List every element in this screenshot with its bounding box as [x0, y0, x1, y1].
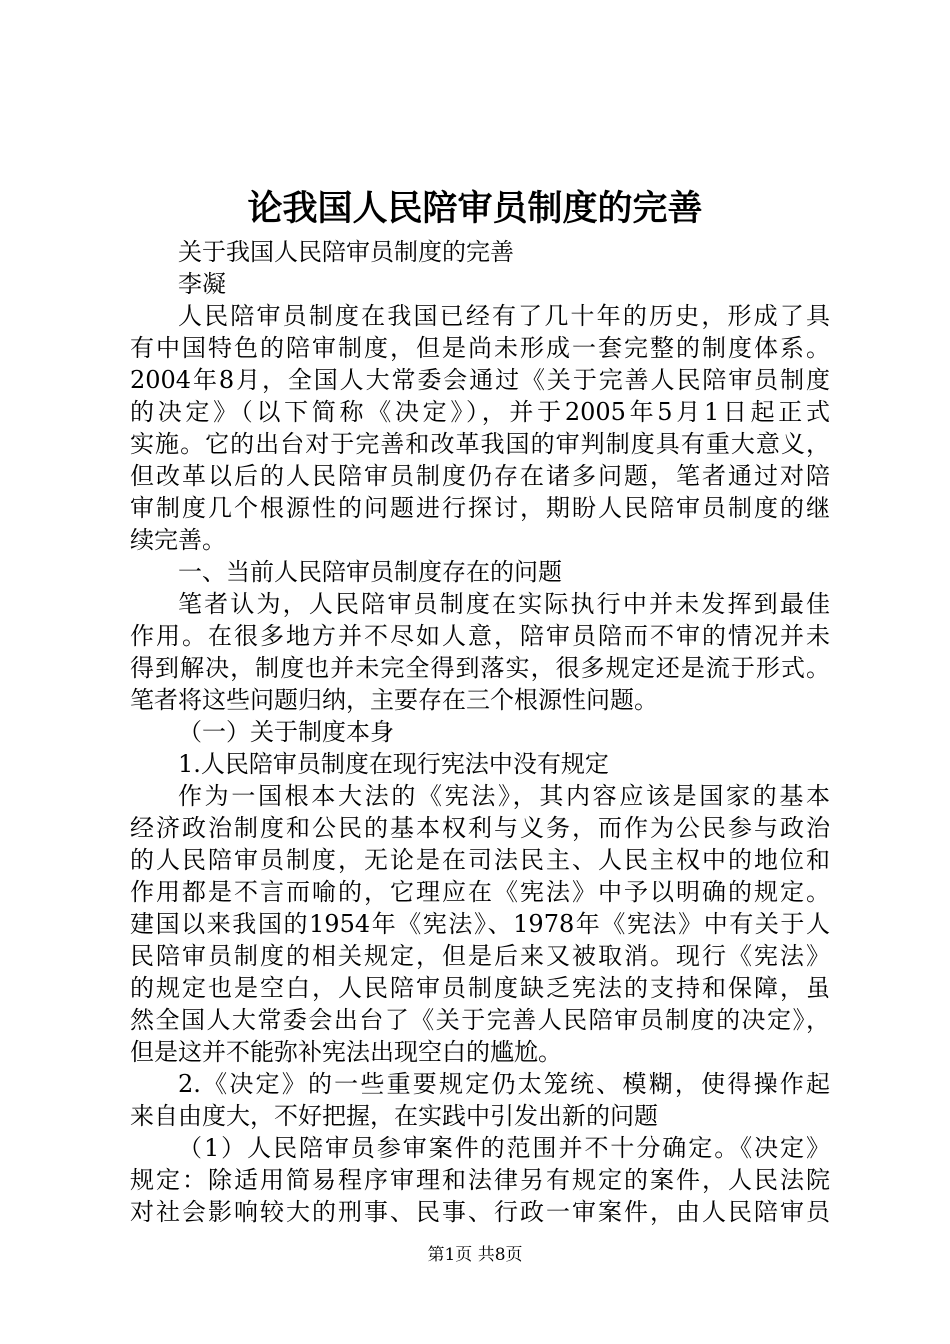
text-line: 对社会影响较大的刑事、民事、行政一审案件，由人民陪审员: [130, 1198, 830, 1226]
text-line: 作为一国根本大法的《宪法》，其内容应该是国家的基本: [178, 782, 830, 810]
subsection-heading: （一）关于制度本身: [178, 718, 394, 746]
item-heading: 2.《决定》的一些重要规定仍太笼统、模糊，使得操作起: [178, 1070, 830, 1098]
text-line: 经济政治制度和公民的基本权利与义务，而作为公民参与政治: [130, 814, 830, 842]
text-line: 审制度几个根源性的问题进行探讨，期盼人民陪审员制度的继: [130, 494, 830, 522]
text-line: 规定：除适用简易程序审理和法律另有规定的案件，人民法院: [130, 1166, 830, 1194]
text-line: 作用。在很多地方并不尽如人意，陪审员陪而不审的情况并未: [130, 622, 830, 650]
text-line: 实施。它的出台对于完善和改革我国的审判制度具有重大意义，: [130, 430, 830, 458]
text-line: 的规定也是空白，人民陪审员制度缺乏宪法的支持和保障，虽: [130, 974, 830, 1002]
author-line: 李凝: [178, 270, 226, 298]
text-line: 作用都是不言而喻的，它理应在《宪法》中予以明确的规定。: [130, 878, 830, 906]
text-line: 民陪审员制度的相关规定，但是后来又被取消。现行《宪法》: [130, 942, 830, 970]
text-line: 笔者将这些问题归纳，主要存在三个根源性问题。: [130, 686, 658, 714]
text-line: 2004年8月，全国人大常委会通过《关于完善人民陪审员制度: [130, 366, 830, 394]
subtitle-line: 关于我国人民陪审员制度的完善: [178, 238, 514, 266]
section-heading: 一、当前人民陪审员制度存在的问题: [178, 558, 562, 586]
document-body: [130, 236, 830, 1228]
item-heading: 1.人民陪审员制度在现行宪法中没有规定: [178, 750, 609, 778]
text-line: 得到解决，制度也并未完全得到落实，很多规定还是流于形式。: [130, 654, 830, 682]
text-line: 续完善。: [130, 526, 226, 554]
text-line: 然全国人大常委会出台了《关于完善人民陪审员制度的决定》，: [130, 1006, 830, 1034]
text-line: 有中国特色的陪审制度，但是尚未形成一套完整的制度体系。: [130, 334, 830, 362]
text-line: 建国以来我国的1954年《宪法》、1978年《宪法》中有关于人: [130, 910, 830, 938]
page-number-footer: 第1页 共8页: [427, 1245, 523, 1265]
text-line: 笔者认为，人民陪审员制度在实际执行中并未发挥到最佳: [178, 590, 830, 618]
text-line: （1）人民陪审员参审案件的范围并不十分确定。《决定》: [178, 1134, 830, 1162]
text-line: 人民陪审员制度在我国已经有了几十年的历史，形成了具: [178, 302, 830, 330]
document-title: 论我国人民陪审员制度的完善: [247, 188, 703, 229]
text-line: 来自由度大，不好把握，在实践中引发出新的问题: [130, 1102, 658, 1130]
text-line: 的决定》（以下简称《决定》），并于2005年5月1日起正式: [130, 398, 830, 426]
text-line: 但是这并不能弥补宪法出现空白的尴尬。: [130, 1038, 562, 1066]
text-line: 但改革以后的人民陪审员制度仍存在诸多问题，笔者通过对陪: [130, 462, 830, 490]
text-line: 的人民陪审员制度，无论是在司法民主、人民主权中的地位和: [130, 846, 830, 874]
